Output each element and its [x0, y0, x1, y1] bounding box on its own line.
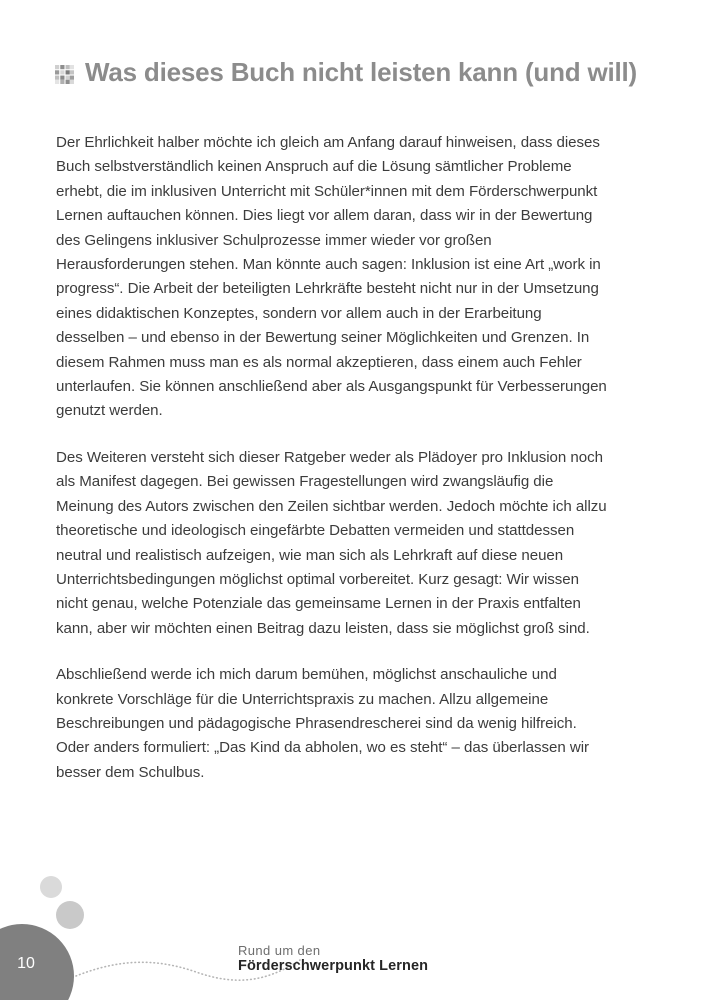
footer-decoration [0, 860, 708, 1000]
page-title: Was dieses Buch nicht leisten kann (und will) [85, 57, 638, 87]
page-footer [0, 860, 708, 1000]
paragraph-1: Der Ehrlichkeit halber möchte ich gleich am Anfang darauf hinweisen, dass dieses Buch selbstverständlich keinen Anspruch auf die Lösung sämtlicher Probleme erhebt, die im inklusiven Unterricht mit Schüler*innen mit dem Förderschwerpunkt Lernen auftauchen können. Dies liegt vor allem daran, dass wir in der Bewertung des Gelingens inklusiver Schulprozesse immer wieder vor großen Herausforderungen stehen. Man könnte auch sagen: Inklusion ist eine Art „work in progress“. Die Arbeit der beteiligten Lehrkräfte besteht nicht nur in der Umsetzung eines didaktischen Konzeptes, sondern vor allem auch in der Erarbeitung desselben – und ebenso in der Bewertung seiner Möglichkeiten und Grenzen. In diesem Rahmen muss man es als normal akzeptieren, dass einem auch Fehler unterlaufen. Sie können anschließend aber als Ausgangspunkt für Verbesserungen genutzt werden. [56, 134, 607, 420]
decorative-dot-small [40, 876, 62, 898]
footer-line-top: Rund um den [238, 943, 321, 958]
footer-line-bottom: Förderschwerpunkt Lernen [238, 958, 429, 975]
paragraph-3: Abschließend werde ich mich darum bemühen, möglichst anschauliche und konkrete Vorschläge für die Unterrichtspraxis zu machen. Allzu allgemeine Beschreibungen und pädagogische Phrasendrescherei sind da wenig hilfreich. Oder anders formuliert: „Das Kind da abholen, wo es steht“ – das überlassen wir besser dem Schulbus. [56, 666, 589, 781]
paragraph-2: Des Weiteren versteht sich dieser Ratgeber weder als Plädoyer pro Inklusion noch als Manifest dagegen. Bei gewissen Fragestellungen wird zwangsläufig die Meinung des Autors zwischen den Zeilen sichtbar werden. Jedoch möchte ich allzu theoretische und ideologisch eingefärbte Debatten vermeiden und stattdessen neutral und realistisch aufzeigen, wie man sich als Lehrkraft auf diese neuen Unterrichtsbedingungen möglichst optimal vorbereitet. Kurz gesagt: Wir wissen nicht genau, welche Potenziale das gemeinsame Lernen in der Praxis entfalten kann, aber wir möchten einen Beitrag dazu leisten, dass sie möglichst groß sind. [56, 448, 607, 637]
page-heading [55, 58, 652, 87]
mosaic-grid-icon [55, 65, 74, 84]
body-content [56, 131, 612, 785]
page-number-label: 10 [17, 955, 35, 972]
decorative-dot-medium [56, 901, 84, 929]
footer-branding [238, 943, 428, 975]
